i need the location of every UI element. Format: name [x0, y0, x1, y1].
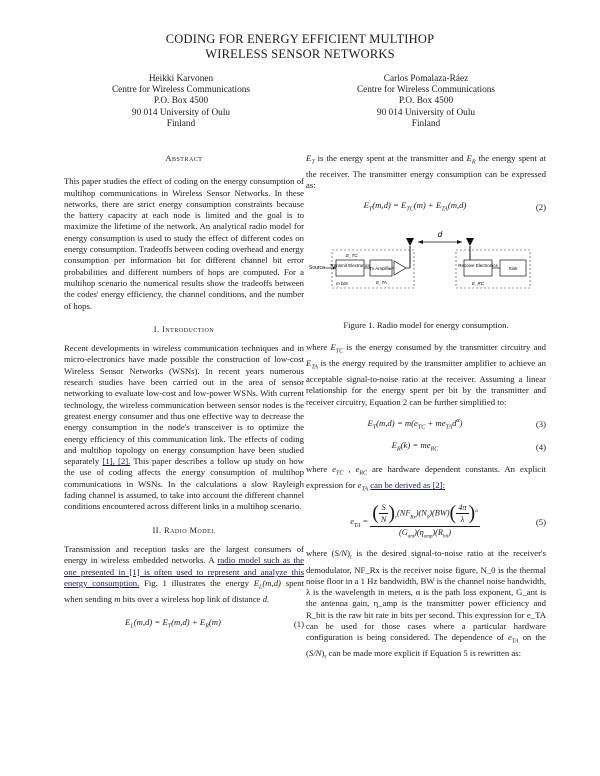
- rp4-b: on the: [522, 632, 546, 643]
- amplifier-icon: [394, 261, 406, 275]
- eta-label: E_TA: [376, 279, 387, 285]
- right-para-2: where $E_{TC}$ is the energy consumed by the transmitter circuitry and $E_{TA}$ is the energy required by the transmitter amplifier to achieve an acceptable signal-to-noise ratio at the receiver. Assuming a linear relationship for the energy spent per bit by the transmitter and receiver circuitry, Equation 2 can be further simplified to:: [306, 341, 547, 407]
- source-label: Source: [309, 264, 325, 271]
- rp2-c: is the energy required by the transmitter amplifier to achieve an acceptable signal-to-noise ratio at the receiver. Assuming a linear relationship for the energy spent per bit by the transmitter and receiver circuitry, Equation 2 can be further simplified to:: [306, 357, 546, 407]
- derivation-link[interactable]: can be derived as [2]:: [370, 479, 446, 490]
- distance-label: d: [437, 229, 443, 239]
- eq5-number: (5): [535, 516, 546, 527]
- title-line-2: WIRELESS SENSOR NETWORKS: [205, 47, 395, 61]
- rx-electronics-label: Receive Electronics: [458, 262, 498, 268]
- author-dept: Centre for Wireless Communications: [356, 85, 496, 96]
- author-country: Finland: [166, 118, 196, 129]
- radio-model-diagram: [306, 224, 546, 310]
- intro-heading: I. Introduction: [153, 324, 215, 334]
- author-country: Finland: [411, 118, 441, 129]
- right-column: [306, 153, 546, 664]
- rp1-b: the energy spent at the receiver. The transmitter energy consumption can be expressed as:: [306, 153, 547, 191]
- intro-text-a: Recent developments in wireless communication techniques and in micro-electronics have made possible the construction of low-cost Wireless Sensor Networks (WSNs). In recent years numerous research studies have been carried out in the area of sensor networking to evaluate low-cost and low-power WSNs. With current technology, the wireless communication between sensor nodes is the greatest energy consumer and thus one effective way to decrease the energy consumption in the node's transceiver is to optimize the energy efficiency of this communication link. The effects of coding and multihop topology on energy consumption have been studied separately: [64, 343, 304, 467]
- etc-label: E_TC: [346, 252, 358, 258]
- author-name: Heikki Karvonen: [148, 74, 214, 84]
- author-box: P.O. Box 4500: [398, 96, 454, 107]
- eq2-number: (2): [535, 201, 546, 212]
- author-block-1: [66, 74, 296, 130]
- author-dept: Centre for Wireless Communications: [111, 85, 251, 96]
- figure-1: [306, 224, 546, 310]
- author-univ: 90 014 University of Oulu: [131, 107, 231, 118]
- radio-model-link[interactable]: radio model such as the one presented in [1] is often used to represent and analyze this energy consumption.: [64, 555, 305, 588]
- right-para-1: $E_T$ is the energy spent at the transmitter and $E_R$ the energy spent at the receiver. The transmitter energy consumption can be expressed as:: [306, 153, 547, 191]
- rp1-a: is the energy spent at the transmitter and: [317, 153, 464, 163]
- equation-4: $E_R(k) = me_{RC}$ (4): [391, 439, 546, 453]
- eq1-number: (1): [293, 619, 304, 630]
- rp2-a: where: [306, 341, 328, 352]
- intro-text: [64, 343, 304, 512]
- eq3-number: (3): [535, 419, 546, 430]
- rp3-a: are hardware dependent constants. An explicit expression for: [306, 463, 546, 490]
- equation-5: $e_{TA}$ = ( $\frac{S}{N}$ )$_r(NF_{Rx})(N_0)(BW)$( $\frac{4\pi}{\lambda}$ )$^\alpha$ $(G_{ant})(\eta_{amp})(R_{bit})$ (5): [350, 502, 546, 540]
- author-name: Carlos Pomalaza-Ráez: [383, 74, 469, 84]
- m-bits-label: m bits: [336, 280, 349, 286]
- rp2-b: is the energy consumed by the transmitter circuitry and: [346, 341, 547, 352]
- rp4-c: can be made more explicit if Equation 5 is rewritten as:: [328, 648, 522, 659]
- paper-title: [0, 32, 600, 62]
- ref-link[interactable]: [1], [2].: [102, 456, 131, 467]
- sink-label: Sink: [508, 265, 518, 271]
- author-box: P.O. Box 4500: [153, 96, 209, 107]
- title-line-1: CODING FOR ENERGY EFFICIENT MULTIHOP: [165, 32, 435, 46]
- erc-label: E_RC: [472, 280, 485, 286]
- equation-2: $E_T(m,d) = E_{TC}(m) + E_{TA}(m,d)$ (2): [363, 199, 546, 213]
- author-block-2: [311, 74, 541, 130]
- equation-3: $E_T(m,d) = m(e_{TC} + me_{TA}d^\alpha)$ (3): [367, 417, 546, 431]
- tx-amp-label: Tx Amplifier: [369, 265, 393, 271]
- tx-electronics-label: Transmit Electronics: [329, 262, 371, 268]
- right-para-4: where $(S/N)_r$ is the desired signal-to-noise ratio at the receiver's demodulator, NF_Rx is the receiver noise figure, N_0 is the thermal noise floor in a 1 Hz bandwidth, BW is the channel noise bandwidth, λ is the wavelength in meters, α is the path loss exponent, G_ant is the antenna gain, η_amp is the transmitter power efficiency and R_bit is the raw bit rate in bits per second. This expression for e_TA can be used for those cases where a particular hardware configuration is being considered. The dependence of $e_{TA}$ on the $(S/N)_r$ can be made more explicit if Equation 5 is rewritten as:: [306, 548, 546, 662]
- intro-text-b: This paper describes a follow up study on how the use of coding affects the energy consumption of multihop communications in WSNs. In the calculations a slow Rayleigh fading channel is assumed, to take into account the different channel conditions encountered across different links in a multihop scenario.: [64, 456, 304, 512]
- radio-model-text: Transmission and reception tasks are the largest consumers of energy in wireless embedded networks. A radio model such as the one presented in [1] is often used to represent and analyze this energy consumption. Fig. 1 illustrates the energy $E_L(m,d)$ spent when sending m bits over a wireless hop link of distance d.: [64, 543, 305, 604]
- rm-text-d: bits over a wireless hop link of distance: [122, 593, 261, 604]
- tx-antenna-icon: [406, 238, 414, 268]
- right-para-3: where $e_{TC}$ , $e_{RC}$ are hardware dependent constants. An explicit expression for $e_{TA}$ can be derived as [2]:: [306, 463, 546, 493]
- figure-caption: Figure 1. Radio model for energy consumption.: [343, 319, 509, 330]
- abstract-heading: Abstract: [165, 154, 203, 163]
- equation-1: $E_L(m,d) = E_T(m,d) + E_R(m)$ (1): [125, 617, 304, 630]
- radio-model-heading: II. Radio Model: [152, 525, 216, 535]
- rm-text-b: Fig. 1 illustrates the energy: [144, 577, 249, 588]
- left-column: [64, 153, 304, 633]
- abstract-text: This paper studies the effect of coding on the energy consumption of multihop communications in Wireless Sensor Networks. In these networks, there are strict energy consumption constraints because the battery capacity at each node is limited and the goal is to maximize the lifetime of the network. An analytical radio model for energy consumption is used to study the effect of different codes on energy consumption. Tradeoffs between coding overhead and energy consumption per information bit for different channel bit error probabilities and different numbers of hops are computed. For a multihop scenario the numerical results show the tradeoffs between the codes' energy efficiency, the channel conditions, and the number of hops.: [64, 176, 304, 311]
- rp4-a: is the desired signal-to-noise ratio at the receiver's demodulator, NF_Rx is the receiver noise figure, N_0 is the thermal noise floor in a 1 Hz bandwidth, BW is the channel noise bandwidth, λ is the wavelength in meters, α is the path loss exponent, G_ant is the antenna gain, η_amp is the transmitter power efficiency and R_bit is the raw bit rate in bits per second. This expression for e_TA can be used for those cases where a particular hardware configuration is being considered. The dependence of: [306, 548, 546, 643]
- rm-text-a: Transmission and reception tasks are the largest consumers of energy in wireless embedded networks. A: [64, 543, 304, 566]
- eq4-number: (4): [535, 442, 546, 453]
- author-univ: 90 014 University of Oulu: [376, 107, 476, 118]
- rm-text-c: spent when sending: [64, 577, 305, 604]
